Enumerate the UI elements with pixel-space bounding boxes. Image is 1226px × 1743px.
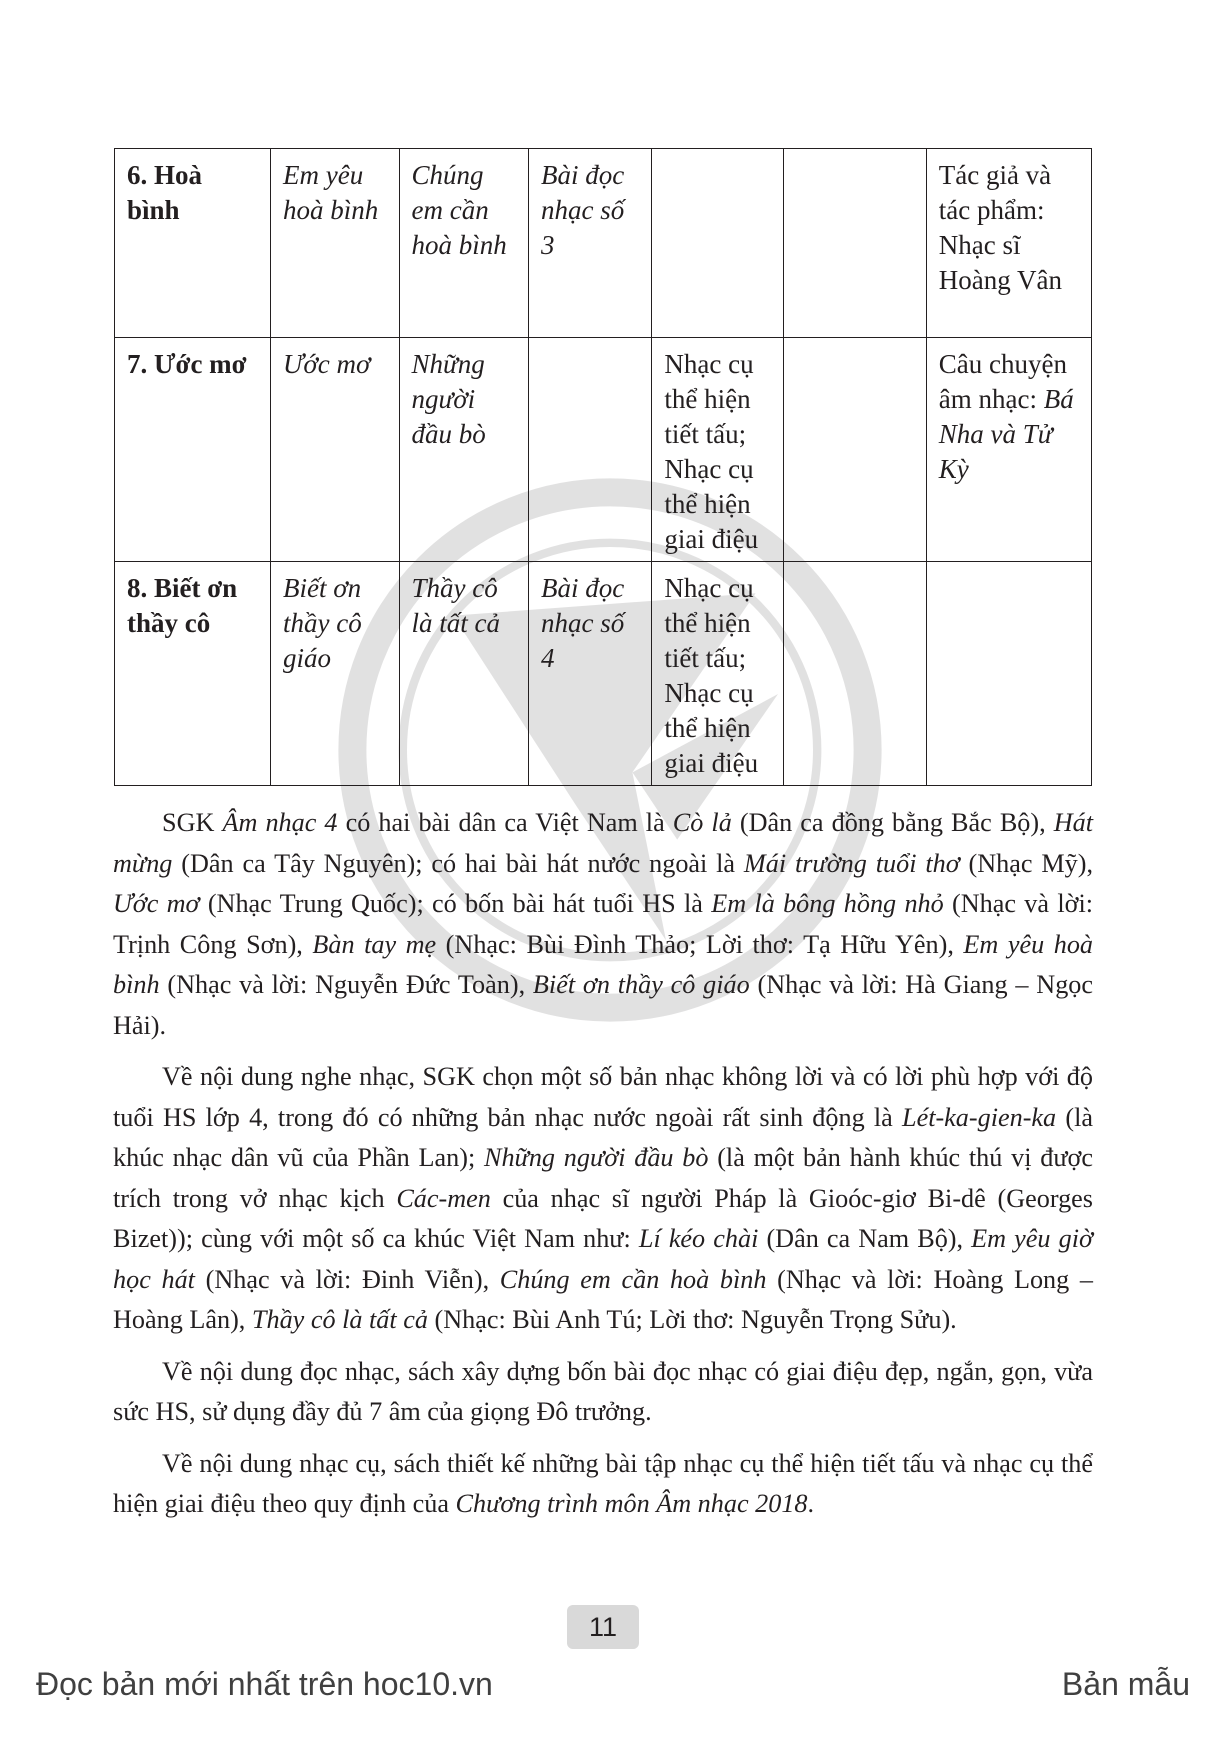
paragraph-text: Về nội dung nhạc cụ, sách thiết kế những bài tập nhạc cụ thể hiện tiết tấu và nhạc cụ thể hiện giai điệu theo quy định của bbox=[113, 1448, 1093, 1518]
paragraph-text: (Nhạc và lời: Hà Giang – Ngọc Hải). bbox=[113, 970, 1094, 1040]
listening-cell bbox=[783, 338, 926, 562]
song-cell: Biết ơn thầy cô giáo bbox=[271, 562, 399, 786]
music-reading-cell bbox=[529, 338, 652, 562]
italic-title-text: Âm nhạc 4 bbox=[222, 808, 338, 837]
italic-title-text: Mái trường tuổi thơ bbox=[743, 848, 960, 878]
paragraph-text: (Nhạc và lời: Đinh Viễn), bbox=[194, 1264, 500, 1294]
paragraph-text: (Nhạc và lời: Trịnh Công Sơn), bbox=[113, 889, 1093, 959]
curriculum-table-body bbox=[115, 149, 1092, 786]
paragraph-text: (là khúc nhạc dân vũ của Phần Lan); bbox=[113, 1102, 1093, 1172]
paragraph-text: có hai bài dân ca Việt Nam là bbox=[337, 808, 673, 837]
italic-title-text: Thầy cô là tất cả bbox=[251, 1305, 428, 1334]
paragraph-text: của nhạc sĩ người Pháp là Gioóc-giơ Bi-dê (Georges Bizet)); cùng với một số ca khúc Việt Nam như: bbox=[113, 1183, 1093, 1253]
paragraph-text: (là một bản hành khúc thú vị được trích trong vở nhạc kịch bbox=[113, 1143, 1093, 1213]
paragraph bbox=[113, 1057, 1093, 1341]
footer-link-text[interactable]: Đọc bản mới nhất trên hoc10.vn bbox=[36, 1666, 493, 1702]
curriculum-table bbox=[114, 148, 1092, 786]
paragraph-text: (Nhạc Mỹ), bbox=[959, 848, 1093, 878]
italic-title-text: Lét-ka-gien-ka bbox=[902, 1102, 1057, 1132]
song-cell: Em yêu hoà bình bbox=[271, 149, 399, 338]
italic-title-text: Em yêu hoà bình bbox=[113, 929, 1094, 999]
italic-title-text: Chương trình môn Âm nhạc 2018 bbox=[455, 1489, 808, 1518]
extra-cell bbox=[926, 149, 1091, 338]
italic-title-text: Bàn tay mẹ bbox=[312, 929, 437, 959]
extra-text: Câu chuyện âm nhạc: bbox=[938, 349, 1067, 414]
paragraph-text: (Nhạc và lời: Hoàng Long – Hoàng Lân), bbox=[113, 1264, 1093, 1334]
song-cell: Những người đầu bò bbox=[399, 338, 529, 562]
italic-title-text: Các-men bbox=[396, 1183, 491, 1213]
paragraph-text: Về nội dung nghe nhạc, SGK chọn một số bản nhạc không lời và có lời phù hợp với độ tuổi HS lớp 4, trong đó có những bản nhạc nước ngoài rất sinh động là bbox=[113, 1062, 1093, 1132]
paragraph-text: (Dân ca Tây Nguyên); có hai bài hát nước ngoài là bbox=[172, 848, 744, 878]
table-row bbox=[115, 338, 1092, 562]
italic-title-text: Lí kéo chài bbox=[638, 1224, 759, 1253]
paragraph-text: (Dân ca Nam Bộ), bbox=[758, 1224, 972, 1253]
paragraph-text: SGK bbox=[162, 808, 223, 837]
listening-cell bbox=[783, 149, 926, 338]
paragraph-text: (Dân ca đồng bằng Bắc Bộ), bbox=[731, 808, 1054, 837]
paragraph bbox=[113, 1444, 1093, 1525]
paragraph-text: (Nhạc: Bùi Đình Thảo; Lời thơ: Tạ Hữu Yên), bbox=[436, 929, 964, 959]
listening-cell bbox=[783, 562, 926, 786]
italic-title-text: Biết ơn thầy cô giáo bbox=[532, 970, 750, 999]
table-row bbox=[115, 149, 1092, 338]
paragraph bbox=[113, 1352, 1093, 1433]
italic-title-text: Ước mơ bbox=[113, 889, 200, 918]
extra-cell bbox=[926, 338, 1091, 562]
page-number: 11 bbox=[567, 1605, 639, 1649]
italic-title-text: Cò lả bbox=[672, 808, 732, 837]
italic-title-text: Chúng em cần hoà bình bbox=[499, 1264, 767, 1294]
extra-italic-text: Bá Nha và Tử Kỳ bbox=[938, 384, 1074, 484]
paragraph-text: . bbox=[807, 1489, 815, 1518]
italic-title-text: Em là bông hồng nhỏ bbox=[711, 889, 944, 918]
song-cell: Thầy cô là tất cả bbox=[399, 562, 529, 786]
topic-cell: 8. Biết ơn thầy cô bbox=[115, 562, 271, 786]
paragraph-text: Về nội dung đọc nhạc, sách xây dựng bốn bài đọc nhạc có giai điệu đẹp, ngắn, gọn, vừa sức HS, sử dụng đầy đủ 7 âm của giọng Đô trưởng. bbox=[113, 1356, 1093, 1426]
topic-cell: 6. Hoà bình bbox=[115, 149, 271, 338]
music-reading-cell: Bài đọc nhạc số 3 bbox=[529, 149, 652, 338]
paragraph-text: (Nhạc Trung Quốc); có bốn bài hát tuổi HS là bbox=[199, 889, 712, 918]
italic-title-text: Hát mừng bbox=[113, 808, 1093, 878]
instrument-cell: Nhạc cụ thể hiện tiết tấu; Nhạc cụ thể hiện giai điệu bbox=[652, 562, 784, 786]
italic-title-text: Những người đầu bò bbox=[483, 1143, 709, 1172]
footer-sample-label: Bản mẫu bbox=[1061, 1666, 1190, 1702]
paragraph-text: (Nhạc: Bùi Anh Tú; Lời thơ: Nguyễn Trọng Sửu). bbox=[427, 1305, 957, 1334]
song-cell: Ước mơ bbox=[271, 338, 399, 562]
topic-cell: 7. Ước mơ bbox=[115, 338, 271, 562]
music-reading-cell: Bài đọc nhạc số 4 bbox=[529, 562, 652, 786]
extra-text: Tác giả và tác phẩm: Nhạc sĩ Hoàng Vân bbox=[938, 160, 1062, 295]
instrument-cell bbox=[652, 149, 784, 338]
body-text bbox=[113, 803, 1093, 1536]
table-row bbox=[115, 562, 1092, 786]
extra-cell bbox=[926, 562, 1091, 786]
paragraph bbox=[113, 803, 1093, 1046]
paragraph-text: (Nhạc và lời: Nguyễn Đức Toàn), bbox=[159, 970, 533, 999]
italic-title-text: Em yêu giờ học hát bbox=[113, 1224, 1093, 1294]
song-cell: Chúng em cần hoà bình bbox=[399, 149, 529, 338]
instrument-cell: Nhạc cụ thể hiện tiết tấu; Nhạc cụ thể hiện giai điệu bbox=[652, 338, 784, 562]
